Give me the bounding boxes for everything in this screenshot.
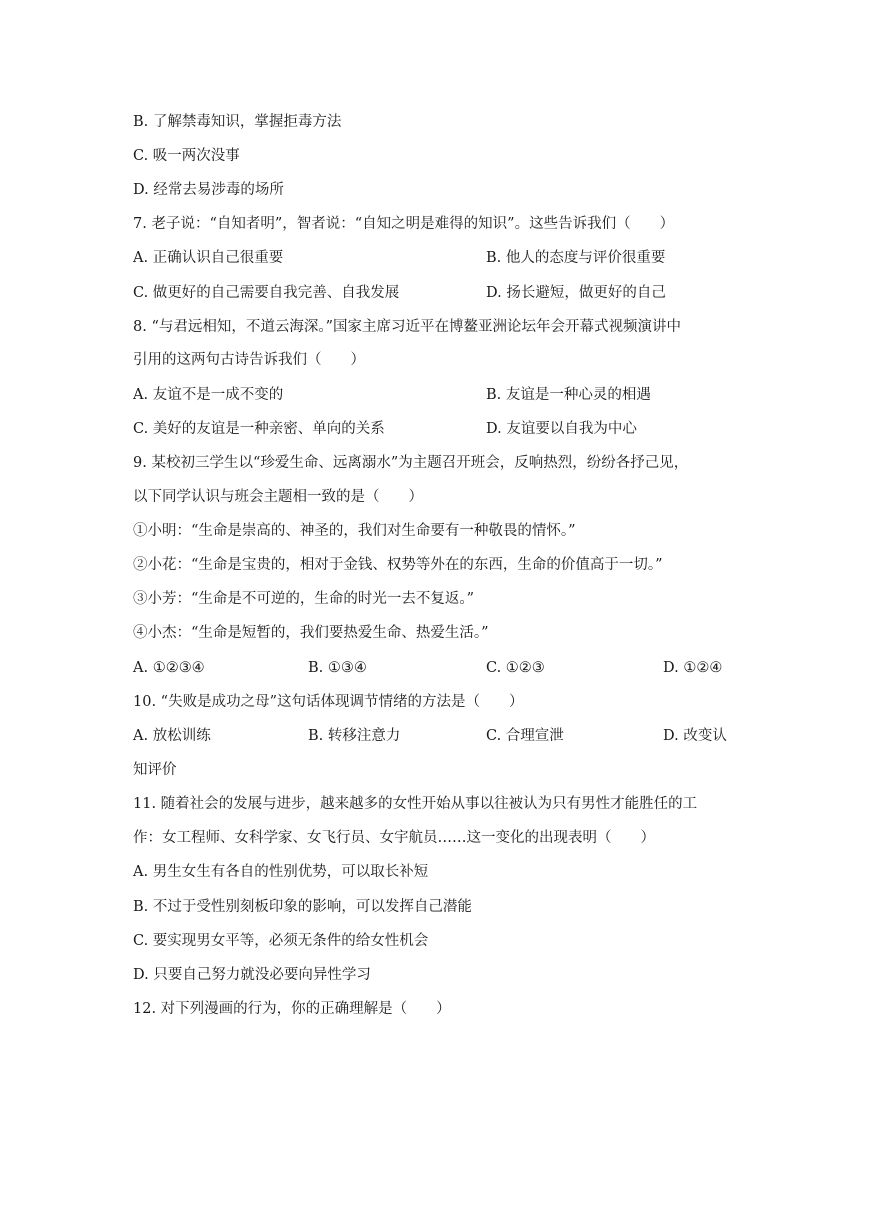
- q10-option-d: D. 改变认: [663, 728, 727, 744]
- q10-stem: 10. “失败是成功之母”这句话体现调节情绪的方法是（ ）: [133, 694, 524, 710]
- q7-options-row1: [133, 248, 753, 268]
- q10-option-d-wrap: 知评价: [133, 762, 177, 778]
- q7-option-d: D. 扬长避短，做更好的自己: [486, 285, 666, 301]
- q9-option-c: C. ①②③: [486, 660, 545, 676]
- q7-stem: 7. 老子说：“自知者明”，智者说：“自知之明是难得的知识”。这些告诉我们（ ）: [133, 216, 675, 232]
- q12-stem: 12. 对下列漫画的行为，你的正确理解是（ ）: [133, 1001, 451, 1017]
- q8-option-b: B. 友谊是一种心灵的相遇: [486, 387, 651, 403]
- q9-stem-line1: 9. 某校初三学生以“珍爱生命、远离溺水”为主题召开班会，反响热烈，纷纷各抒己见，: [133, 455, 689, 471]
- q9-statement-3: ③小芳：“生命是不可逆的，生命的时光一去不复返。”: [133, 591, 475, 607]
- q8-stem-line1: 8. “与君远相知，不道云海深。”国家主席习近平在博鳌亚洲论坛年会开幕式视频演讲中: [133, 319, 682, 335]
- q8-option-c: C. 美好的友谊是一种亲密、单向的关系: [133, 421, 385, 437]
- q7-option-c: C. 做更好的自己需要自我完善、自我发展: [133, 285, 400, 301]
- q11-option-d: D. 只要自己努力就没必要向异性学习: [133, 967, 371, 983]
- q7-options-row2: [133, 283, 753, 303]
- q11-option-c: C. 要实现男女平等，必须无条件的给女性机会: [133, 933, 429, 949]
- q11-option-b: B. 不过于受性别刻板印象的影响，可以发挥自己潜能: [133, 899, 472, 915]
- q10-options-row: [133, 726, 753, 746]
- q11-stem-line1: 11. 随着社会的发展与进步，越来越多的女性开始从事以往被认为只有男性才能胜任的工: [133, 796, 698, 812]
- q7-option-a: A. 正确认识自己很重要: [133, 250, 284, 266]
- q8-option-a: A. 友谊不是一成不变的: [133, 387, 284, 403]
- q10-option-b: B. 转移注意力: [308, 728, 401, 744]
- q9-option-d: D. ①②④: [663, 660, 723, 676]
- q9-statement-1: ①小明：“生命是崇高的、神圣的，我们对生命要有一种敬畏的情怀。”: [133, 523, 576, 539]
- q9-option-a: A. ①②③④: [133, 660, 205, 676]
- q10-option-a: A. 放松训练: [133, 728, 211, 744]
- q11-option-a: A. 男生女生有各自的性别优势，可以取长补短: [133, 864, 429, 880]
- q8-options-row1: [133, 385, 753, 405]
- q9-options-row: [133, 658, 753, 678]
- q9-option-b: B. ①③④: [308, 660, 367, 676]
- q7-option-b: B. 他人的态度与评价很重要: [486, 250, 666, 266]
- q10-option-c: C. 合理宣泄: [486, 728, 564, 744]
- q9-stem-line2: 以下同学认识与班会主题相一致的是（ ）: [133, 489, 423, 505]
- q8-stem-line2: 引用的这两句古诗告诉我们（ ）: [133, 352, 365, 368]
- q6-option-c: C. 吸一两次没事: [133, 148, 240, 164]
- q9-statement-2: ②小花：“生命是宝贵的，相对于金钱、权势等外在的东西，生命的价值高于一切。”: [133, 557, 663, 573]
- q8-option-d: D. 友谊要以自我为中心: [486, 421, 637, 437]
- q6-option-d: D. 经常去易涉毒的场所: [133, 182, 284, 198]
- q9-statement-4: ④小杰：“生命是短暂的，我们要热爱生命、热爱生活。”: [133, 625, 489, 641]
- q11-stem-line2: 作：女工程师、女科学家、女飞行员、女宇航员……这一变化的出现表明（ ）: [133, 830, 655, 846]
- q6-option-b: B. 了解禁毒知识，掌握拒毒方法: [133, 114, 342, 130]
- q8-options-row2: [133, 419, 753, 439]
